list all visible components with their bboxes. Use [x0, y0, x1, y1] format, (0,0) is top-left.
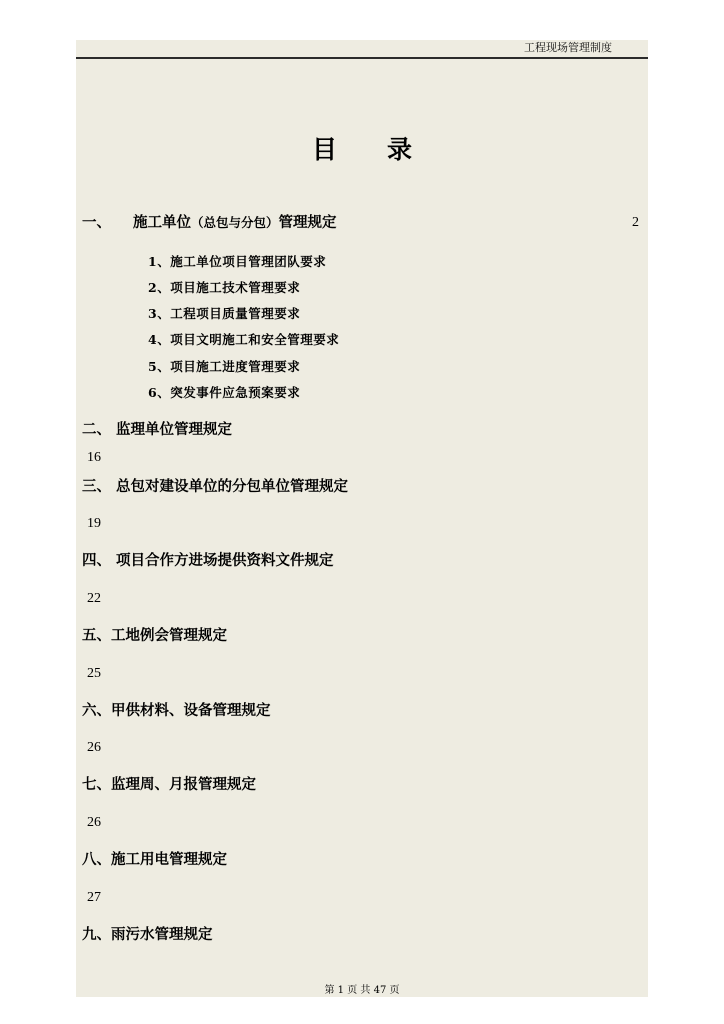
toc-section-page: 2 — [632, 215, 639, 230]
header-title: 工程现场管理制度 — [524, 41, 612, 54]
toc-section-title: 八、施工用电管理规定 — [82, 851, 227, 868]
toc-section-title: 七、监理周、月报管理规定 — [82, 776, 256, 793]
toc-subsection: 4、项目文明施工和安全管理要求 — [148, 332, 340, 347]
toc-subsection: 5、项目施工进度管理要求 — [148, 359, 301, 374]
toc-section-title: 四、 项目合作方进场提供资料文件规定 — [82, 552, 334, 569]
footer-page-info: 第 1 页 共 47 页 — [324, 985, 400, 996]
toc-section-page: 16 — [87, 450, 101, 465]
toc-section-title: 六、甲供材料、设备管理规定 — [82, 702, 271, 719]
toc-title: 目 录 — [311, 135, 412, 164]
header-rule — [76, 57, 648, 59]
toc-section-page: 27 — [87, 890, 101, 905]
toc-section-page: 22 — [87, 591, 101, 606]
toc-section-title-part: 管理规定 — [278, 214, 337, 231]
toc-section-number: 一、 — [82, 214, 111, 231]
toc-section-title: 九、雨污水管理规定 — [82, 926, 213, 943]
toc-subsection: 1、施工单位项目管理团队要求 — [148, 254, 327, 269]
toc-section-title-part: 施工单位 — [133, 214, 191, 231]
toc-section-title — [133, 214, 337, 232]
toc-subsection: 3、工程项目质量管理要求 — [148, 306, 301, 321]
toc-section-title: 五、工地例会管理规定 — [82, 627, 227, 644]
toc-subsection: 6、突发事件应急预案要求 — [148, 385, 301, 400]
toc-subsection: 2、项目施工技术管理要求 — [148, 280, 301, 295]
toc-section-title: 三、 总包对建设单位的分包单位管理规定 — [82, 478, 349, 495]
toc-section-page: 26 — [87, 815, 101, 830]
toc-section-title: 二、 监理单位管理规定 — [82, 421, 233, 438]
toc-section-title-note: （总包与分包） — [191, 215, 279, 230]
toc-section-page: 26 — [87, 740, 101, 755]
toc-section-page: 19 — [87, 516, 101, 531]
toc-section-page: 25 — [87, 666, 101, 681]
